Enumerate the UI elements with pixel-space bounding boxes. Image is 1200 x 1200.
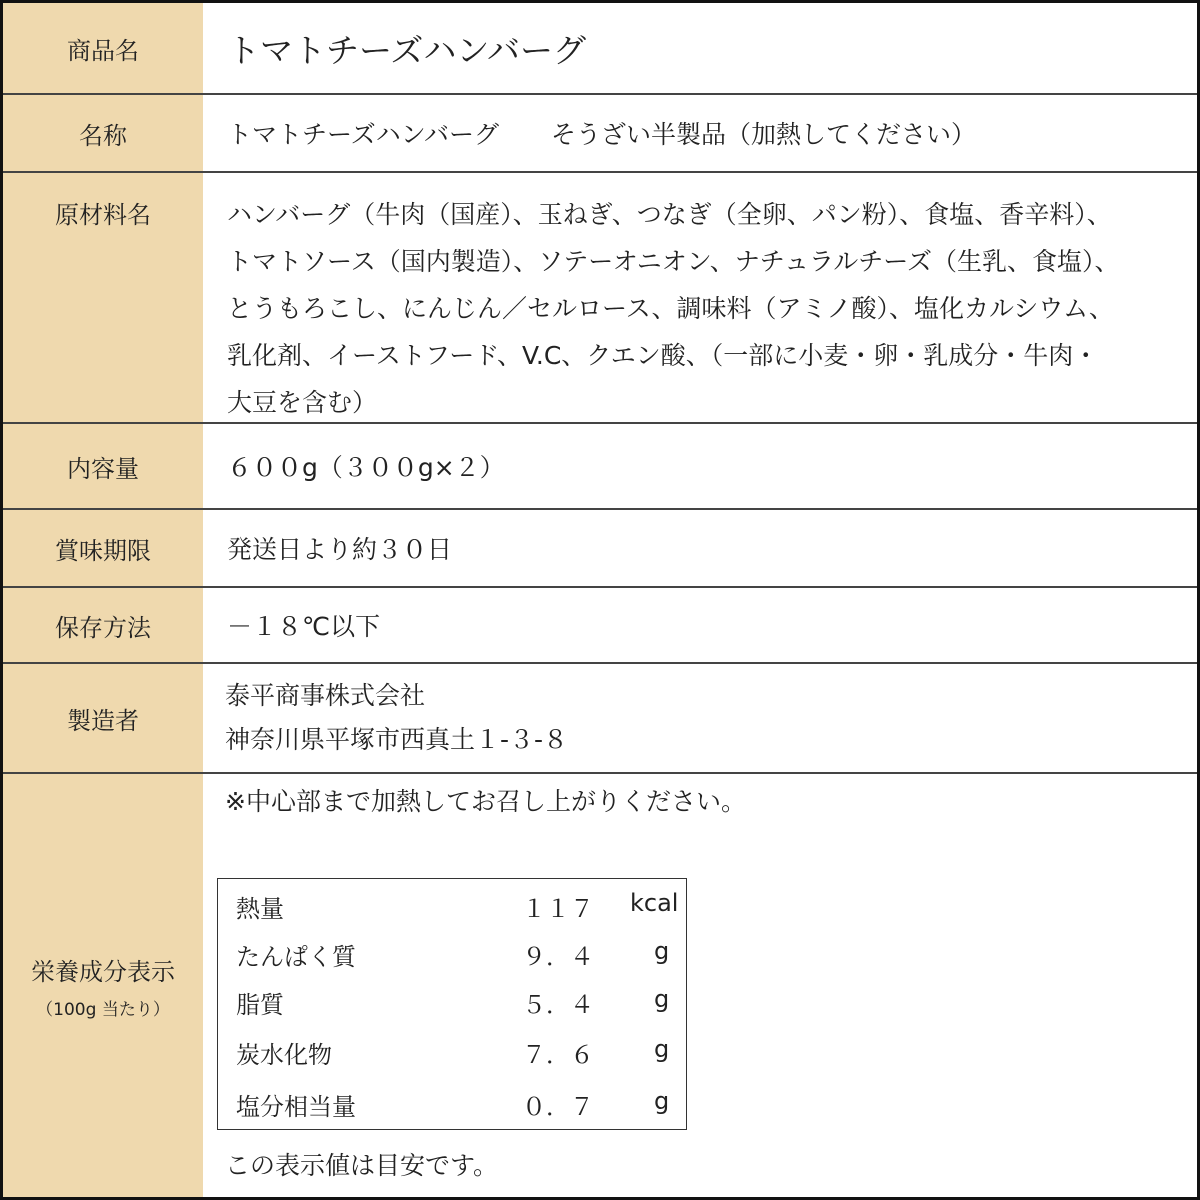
nutrient-value: ９．４ xyxy=(522,943,594,971)
nutrient-value: ５．４ xyxy=(522,991,594,1019)
nutrition-row xyxy=(236,1087,676,1127)
row-ingredients xyxy=(3,173,1197,424)
nutrient-unit: g xyxy=(654,985,670,1013)
nutrient-name: 脂質 xyxy=(236,991,284,1019)
label-name: 名称 xyxy=(3,95,203,171)
value-product-name: トマトチーズハンバーグ xyxy=(227,30,587,70)
value-maker xyxy=(203,664,1197,772)
row-content xyxy=(3,424,1197,510)
nutrient-value: １１７ xyxy=(522,895,594,923)
nutrient-name: 熱量 xyxy=(236,895,284,923)
ingredients-line: 乳化剤、イーストフード、V.C、クエン酸、（一部に小麦・卵・乳成分・牛肉・ xyxy=(227,341,1099,370)
nutrient-name: 塩分相当量 xyxy=(236,1093,356,1121)
label-content: 内容量 xyxy=(3,424,203,508)
value-ingredients xyxy=(203,173,1197,422)
value-nutrition xyxy=(203,774,1197,1197)
nutrition-row xyxy=(236,985,676,1025)
label-storage: 保存方法 xyxy=(3,588,203,662)
nutrition-table xyxy=(217,878,687,1130)
row-product-name xyxy=(3,3,1197,95)
nutrient-unit: g xyxy=(654,1035,670,1063)
label-ingredients: 原材料名 xyxy=(3,173,203,422)
value-content: ６００g（３００g×２） xyxy=(227,453,505,482)
nutrient-unit: kcal xyxy=(630,889,679,917)
maker-company: 泰平商事株式会社 xyxy=(225,681,426,710)
value-name-category: そうざい半製品（加熱してください） xyxy=(551,120,977,149)
ingredients-line: トマトソース（国内製造）、ソテーオニオン、ナチュラルチーズ（生乳、食塩）、 xyxy=(227,247,1120,276)
nutrient-value: ７．６ xyxy=(522,1041,594,1069)
nutrient-unit: g xyxy=(654,1087,670,1115)
row-storage xyxy=(3,588,1197,664)
row-maker xyxy=(3,664,1197,774)
row-name xyxy=(3,95,1197,173)
ingredients-line: ハンバーグ（牛肉（国産）、玉ねぎ、つなぎ（全卵、パン粉）、食塩、香辛料）、 xyxy=(227,200,1112,229)
value-storage: －１８℃以下 xyxy=(227,612,381,641)
estimate-note: この表示値は目安です。 xyxy=(225,1151,499,1180)
nutrition-row xyxy=(236,889,679,929)
label-product-name: 商品名 xyxy=(3,3,203,93)
nutrition-row xyxy=(236,937,676,977)
label-nutrition-basis: （100g 当たり） xyxy=(36,999,170,1020)
ingredients-line: 大豆を含む） xyxy=(227,388,378,417)
value-expiry: 発送日より約３０日 xyxy=(227,535,453,564)
label-nutrition-title: 栄養成分表示 xyxy=(31,957,175,986)
maker-address: 神奈川県平塚市西真土１-３-８ xyxy=(225,725,569,754)
nutrient-unit: g xyxy=(654,937,670,965)
label-expiry: 賞味期限 xyxy=(3,510,203,586)
label-nutrition xyxy=(3,774,203,1197)
row-nutrition xyxy=(3,774,1197,1197)
nutrient-name: 炭水化物 xyxy=(236,1041,332,1069)
nutrient-value: ０．７ xyxy=(522,1093,594,1121)
nutrition-row xyxy=(236,1035,676,1075)
ingredients-line: とうもろこし、にんじん／セルロース、調味料（アミノ酸）、塩化カルシウム、 xyxy=(227,294,1114,323)
value-name xyxy=(203,95,1197,171)
heating-note: ※中心部まで加熱してお召し上がりください。 xyxy=(225,787,746,816)
value-name-main: トマトチーズハンバーグ xyxy=(227,120,500,149)
label-maker: 製造者 xyxy=(3,664,203,772)
nutrient-name: たんぱく質 xyxy=(236,943,356,971)
row-expiry xyxy=(3,510,1197,588)
